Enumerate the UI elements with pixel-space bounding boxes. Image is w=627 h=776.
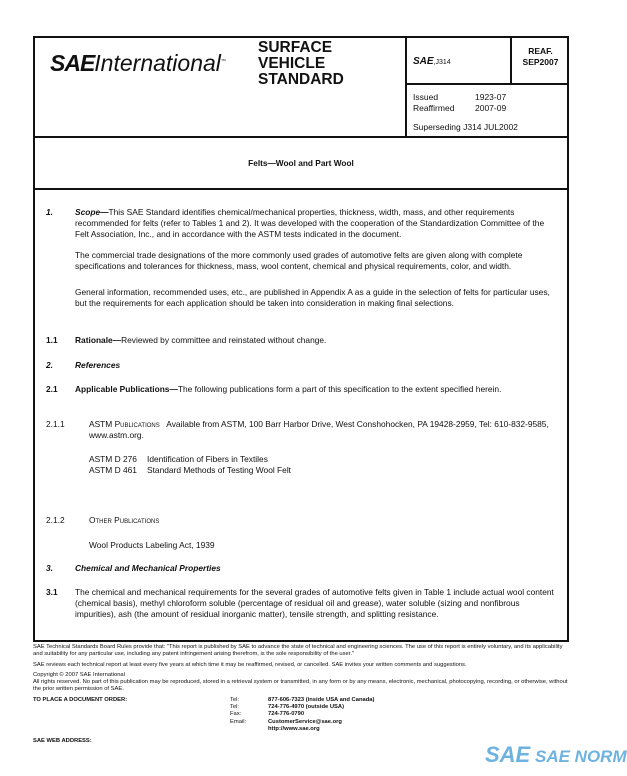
section-number: 2.1.1 (46, 419, 65, 429)
divider (405, 83, 569, 85)
section-number: 2.1.2 (46, 515, 65, 525)
section-number: 2.1 (46, 384, 58, 394)
copyright: Copyright © 2007 SAE International (33, 672, 125, 678)
order-label: TO PLACE A DOCUMENT ORDER: (33, 697, 128, 703)
astm-publications: ASTM Publications Available from ASTM, 100 Barr Harbor Drive, West Conshohocken, PA 19428-2959, Tel: 610-832-9585, www.astm.org. (89, 419, 549, 440)
astm-list (89, 454, 569, 476)
web-link[interactable]: http://www.sae.org (268, 725, 320, 732)
review-note: SAE reviews each technical report at least every five years at which time it may be reaffirmed, revised, or cancelled. SAE invites your written comments and suggestions. (33, 662, 467, 668)
scope-paragraph: Scope—This SAE Standard identifies chemical/mechanical properties, thickness, width, mass, and other requirements recommended for felts (refer to Tables 1 and 2). It was developed with the cooperation of the Standardization Committee of the Felt Association, Inc., and in accordance with the ASTM tests indicated in the document. (75, 207, 545, 239)
section-number: 1. (46, 207, 53, 217)
paragraph: Wool Products Labeling Act, 1939 (89, 540, 215, 550)
rights: All rights reserved. No part of this publication may be reproduced, stored in a retrieval system or transmitted, in any form or by any means, electronic, mechanical, photocopying, recording, or otherwise, without the prior written permission of SAE. (33, 679, 568, 693)
paragraph: The commercial trade designations of the more commonly used grades of automotive felts are given along with complete specifications and tolerances for thickness, mass, wool content, chemical and physical requirements, color, and width. (75, 250, 523, 271)
web-label: SAE WEB ADDRESS: (33, 738, 92, 744)
divider (405, 36, 407, 137)
contact-list: Tel: 877-606-7323 (inside USA and Canada) Tel: 724-776-4970 (outside USA) Fax: 724-776-0790 Email: CustomerService@sae.org http://www.sae.org (230, 697, 375, 732)
document-title: Felts—Wool and Part Wool (248, 158, 354, 168)
sae-logo: SAEInternational™ (50, 50, 226, 76)
paragraph: General information, recommended uses, etc., are published in Appendix A as a guide in the selection of felts for particular uses, but the requirements for each application should be taken into consideration in making final selections. (75, 287, 550, 308)
issue-info: Issued 1923-07 Reaffirmed 2007-09 Superseding J314 JUL2002 (413, 92, 518, 132)
section-number: 3.1 (46, 587, 58, 597)
section-heading: References (75, 360, 121, 370)
reaf-box: REAF. SEP2007 (522, 46, 559, 67)
divider (33, 188, 569, 190)
section-heading: Chemical and Mechanical Properties (75, 563, 221, 573)
rationale: Rationale—Reviewed by committee and reinstated without change. (75, 335, 327, 345)
board-rules: SAE Technical Standards Board Rules provide that: "This report is published by SAE to advance the state of technical and engineering sciences. The use of this report is entirely voluntary, and its applicability and suitability for any particular use, including any patent infringement arising therefrom, is the sole responsibility of the user." (33, 644, 563, 658)
section-number: 3. (46, 563, 53, 573)
section-heading: Other Publications (89, 515, 160, 525)
divider (33, 136, 569, 138)
applicable-publications: Applicable Publications—The following publications form a part of this specification to the extent specified herein. (75, 384, 502, 394)
section-number: 2. (46, 360, 53, 370)
doc-number: SAE,J314 (413, 56, 451, 67)
list-item: ASTM D 461 Standard Methods of Testing Wool Felt (89, 464, 292, 475)
section-number: 1.1 (46, 335, 58, 345)
list-item: ASTM D 276 Identification of Fibers in Textiles (89, 454, 268, 464)
sae-norm-watermark: SAE SAE NORM (485, 742, 627, 767)
paragraph: The chemical and mechanical requirements for the several grades of automotive felts given in Table 1 include actual wool content (chemical basis), methyl chloroform soluble (percentage of residual oil and grease), water soluble (sizing and nonfibrous impurities), ash (the amount of residual inorganic matter), tensile strength, and splitting resistance. (75, 587, 554, 619)
standard-type: SURFACE VEHICLE STANDARD (258, 39, 344, 88)
